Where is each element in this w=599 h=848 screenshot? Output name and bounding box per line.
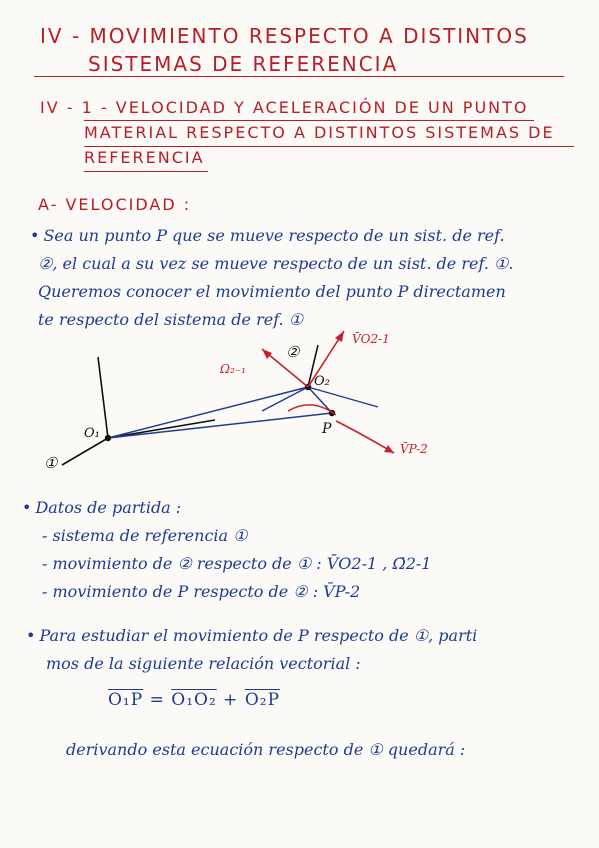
data-item-3: - movimiento de P respecto de ② : V̄P-2 xyxy=(42,582,361,601)
section-underline-3 xyxy=(84,171,208,172)
closing-line: derivando esta ecuación respecto de ① quedará : xyxy=(66,740,466,759)
label-o1: O₁ xyxy=(84,426,100,441)
title-underline xyxy=(34,76,564,77)
label-p: P xyxy=(322,421,332,437)
chapter-title-line1: - MOVIMIENTO RESPECTO A DISTINTOS xyxy=(71,24,529,48)
relation-paragraph xyxy=(26,622,596,678)
label-v-p: V̄P-2 xyxy=(400,442,428,456)
chapter-number: IV xyxy=(40,24,64,48)
data-section xyxy=(22,494,592,606)
bullet-icon: • xyxy=(22,498,32,517)
v-o2-arrowhead xyxy=(335,331,344,342)
formula-plus: + xyxy=(216,690,245,710)
relation-line-1: • Para estudiar el movimiento de P respecto de ①, parti xyxy=(26,626,478,645)
data-item-2: - movimiento de ② respecto de ① : V̄O2-1 , Ω̄2-1 xyxy=(42,554,432,573)
v-p-arrow xyxy=(336,421,394,453)
label-sys1: ① xyxy=(44,454,58,472)
section-line1: - VELOCIDAD Y ACELERACIÓN DE UN PUNTO xyxy=(100,98,529,117)
data-heading: • Datos de partida : xyxy=(22,498,182,517)
section-underline-2 xyxy=(84,146,574,147)
intro-paragraph xyxy=(30,222,590,334)
data-item-1: - sistema de referencia ① xyxy=(42,526,248,545)
v-p-arrowhead xyxy=(384,445,394,453)
formula-equals: = xyxy=(143,690,172,710)
label-omega: Ω₂₋₁ xyxy=(220,362,246,376)
chapter-title-line2: SISTEMAS DE REFERENCIA xyxy=(88,52,399,76)
omega-arrowhead xyxy=(262,349,272,359)
intro-line-1: • Sea un punto P que se mueve respecto de un sist. de ref. xyxy=(30,226,505,245)
section-heading xyxy=(40,95,555,170)
intro-line-3: Queremos conocer el movimiento del punto P directamen xyxy=(38,282,506,301)
label-v-o2: V̄O2-1 xyxy=(352,332,390,346)
point-o1 xyxy=(105,435,111,441)
intro-line-2: ②, el cual a su vez se mueve respecto de un sist. de ref. ①. xyxy=(38,254,514,273)
section-line2: MATERIAL RESPECTO A DISTINTOS SISTEMAS DE xyxy=(84,123,555,142)
relation-line-2: mos de la siguiente relación vectorial : xyxy=(46,654,361,673)
vector-o1-o2 xyxy=(108,387,308,438)
sys1-axis-horizontal xyxy=(108,420,215,438)
vector-relation-formula xyxy=(108,690,280,710)
formula-lhs: O₁P xyxy=(108,690,144,710)
section-line3: REFERENCIA xyxy=(84,148,205,167)
section-number: IV - 1 xyxy=(40,98,94,117)
bullet-icon: • xyxy=(30,226,40,245)
vector-o1-p xyxy=(108,413,332,438)
sys1-axis-diagonal xyxy=(62,438,108,465)
formula-term2: O₂P xyxy=(244,690,281,710)
reference-systems-diagram xyxy=(0,325,599,485)
label-sys2: ② xyxy=(286,343,300,361)
bullet-icon: • xyxy=(26,626,36,645)
sys2-axis-right xyxy=(308,387,378,407)
section-underline-1 xyxy=(84,120,534,121)
intro-line-4: te respecto del sistema de ref. ① xyxy=(38,310,304,329)
chapter-title xyxy=(40,22,529,78)
formula-term1: O₁O₂ xyxy=(171,690,217,710)
sys2-axis-left xyxy=(262,387,308,411)
velocity-subheading: A- VELOCIDAD : xyxy=(38,195,192,214)
label-o2: O₂ xyxy=(314,374,330,389)
